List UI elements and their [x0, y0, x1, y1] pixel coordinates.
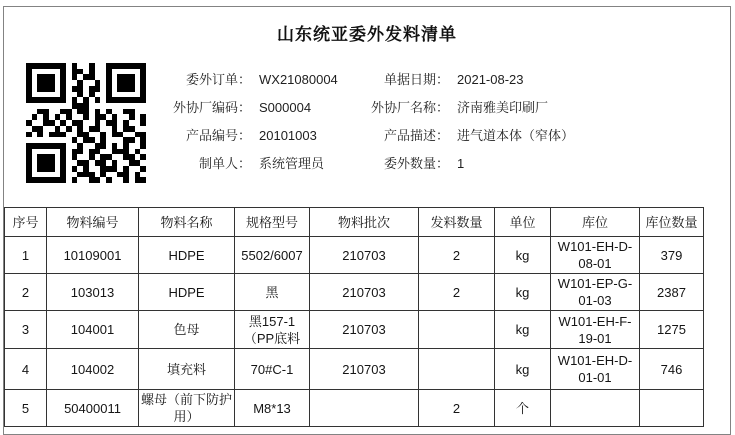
table-cell: 210703 — [310, 274, 419, 311]
outsource-order-value: WX21080004 — [259, 72, 338, 87]
table-cell: 379 — [640, 237, 704, 274]
column-header: 序号 — [5, 208, 47, 237]
column-header: 库位数量 — [640, 208, 704, 237]
table-cell: 104001 — [47, 311, 139, 349]
materials-table — [4, 207, 704, 427]
header-fields — [4, 66, 730, 178]
table-cell: 746 — [640, 349, 704, 390]
table-header-row — [5, 208, 704, 237]
table-cell: 螺母（前下防护用） — [139, 390, 235, 427]
column-header: 发料数量 — [419, 208, 495, 237]
column-header: 物料批次 — [310, 208, 419, 237]
preparer-label: 制单人： — [198, 156, 251, 171]
table-cell — [419, 311, 495, 349]
table-cell: 210703 — [310, 237, 419, 274]
table-cell: 黑157-1（PP底料 — [235, 311, 310, 349]
table-cell: 210703 — [310, 311, 419, 349]
product-desc-label: 产品描述： — [383, 128, 449, 143]
product-code-value: 20101003 — [259, 128, 317, 143]
page-title: 山东统亚委外发料清单 — [277, 25, 457, 44]
table-cell — [551, 390, 640, 427]
table-row — [5, 349, 704, 390]
preparer-value: 系统管理员 — [259, 156, 325, 171]
document-sheet — [3, 6, 731, 435]
table-cell: 2 — [419, 237, 495, 274]
header-field-row — [4, 66, 730, 94]
table-cell: 104002 — [47, 349, 139, 390]
column-header: 物料名称 — [139, 208, 235, 237]
table-cell — [419, 349, 495, 390]
table-cell: 103013 — [47, 274, 139, 311]
column-header: 物料编号 — [47, 208, 139, 237]
table-cell: 色母 — [139, 311, 235, 349]
table-cell: HDPE — [139, 237, 235, 274]
outsource-qty-value: 1 — [457, 156, 465, 171]
table-cell: HDPE — [139, 274, 235, 311]
table-cell: 1 — [5, 237, 47, 274]
header-field-row — [4, 150, 730, 178]
column-header: 单位 — [495, 208, 551, 237]
table-cell: 5 — [5, 390, 47, 427]
table-cell: kg — [495, 311, 551, 349]
table-cell: kg — [495, 274, 551, 311]
table-row — [5, 237, 704, 274]
table-cell: 2 — [419, 390, 495, 427]
header-field-row — [4, 94, 730, 122]
column-header: 规格型号 — [235, 208, 310, 237]
table-cell: 2 — [5, 274, 47, 311]
table-cell: 70#C-1 — [235, 349, 310, 390]
table-cell: 2387 — [640, 274, 704, 311]
table-cell: 5502/6007 — [235, 237, 310, 274]
column-header: 库位 — [551, 208, 640, 237]
supplier-code-label: 外协厂编码： — [172, 100, 251, 115]
table-row — [5, 274, 704, 311]
product-code-label: 产品编号： — [185, 128, 251, 143]
table-cell: 4 — [5, 349, 47, 390]
supplier-name-label: 外协厂名称： — [370, 100, 449, 115]
table-cell — [310, 390, 419, 427]
table-cell — [640, 390, 704, 427]
product-desc-value: 进气道本体（窄体） — [457, 128, 575, 143]
table-row — [5, 311, 704, 349]
table-cell: 3 — [5, 311, 47, 349]
supplier-code-value: S000004 — [259, 100, 312, 115]
table-row — [5, 390, 704, 427]
table-cell: 1275 — [640, 311, 704, 349]
table-cell: W101-EH-D-01-01 — [551, 349, 640, 390]
supplier-name-value: 济南雅美印刷厂 — [457, 100, 549, 115]
doc-date-label: 单据日期： — [383, 72, 449, 87]
table-cell: M8*13 — [235, 390, 310, 427]
header-field-row — [4, 122, 730, 150]
table-cell: 2 — [419, 274, 495, 311]
table-cell: W101-EP-G-01-03 — [551, 274, 640, 311]
table-cell: 填充料 — [139, 349, 235, 390]
outsource-qty-label: 委外数量： — [383, 156, 449, 171]
table-cell: 个 — [495, 390, 551, 427]
table-cell: kg — [495, 349, 551, 390]
table-cell: 10109001 — [47, 237, 139, 274]
table-cell: 黑 — [235, 274, 310, 311]
table-cell: kg — [495, 237, 551, 274]
table-cell: W101-EH-D-08-01 — [551, 237, 640, 274]
table-cell: 210703 — [310, 349, 419, 390]
table-cell: W101-EH-F-19-01 — [551, 311, 640, 349]
outsource-order-label: 委外订单： — [185, 72, 251, 87]
table-cell: 50400011 — [47, 390, 139, 427]
doc-date-value: 2021-08-23 — [457, 72, 524, 87]
